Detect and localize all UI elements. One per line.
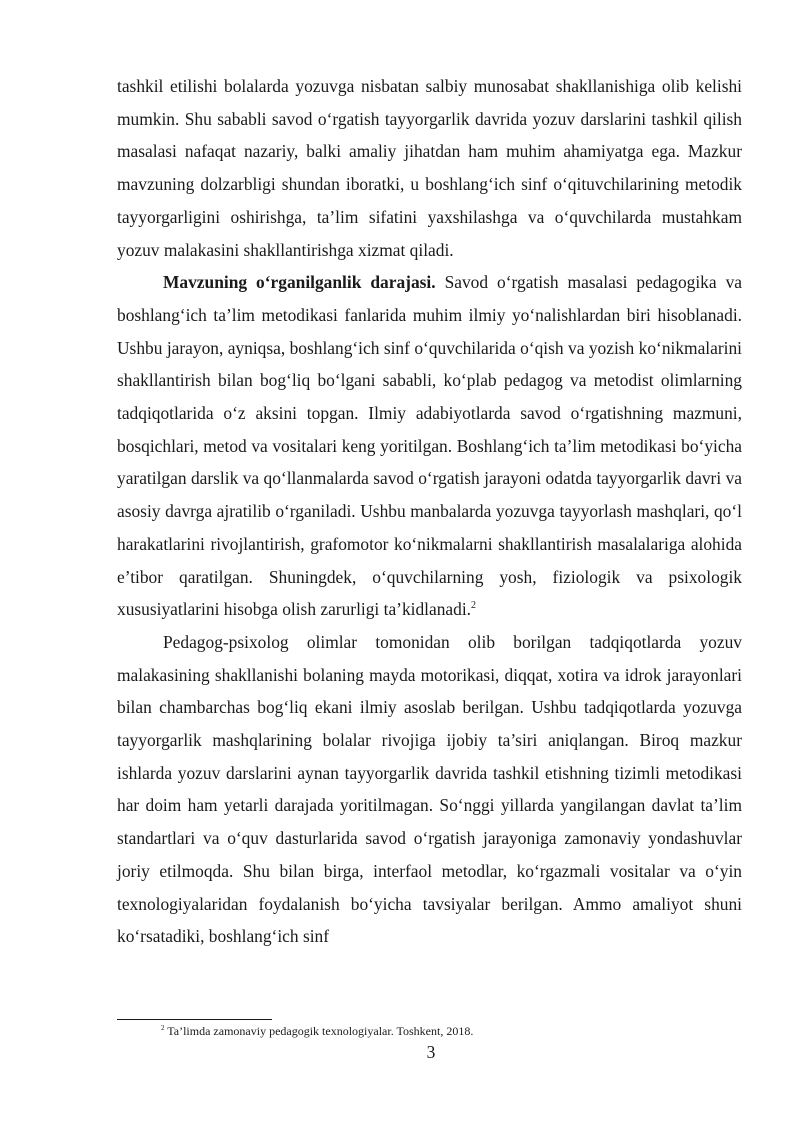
footnote	[161, 1023, 473, 1039]
paragraph-intro-continuation: tashkil etilishi bolalarda yozuvga nisbatan salbiy munosabat shakllanishiga olib kelishi mumkin. Shu sababli savod o‘rgatish tayyorgarlik davrida yozuv darslarini tashkil qilish masalasi nafaqat nazariy, balki amaliy jihatdan ham muhim ahamiyatga ega. Mazkur mavzuning dolzarbligi shundan iboratki, u boshlang‘ich sinf o‘qituvchilarining metodik tayyorgarligini oshirishga, ta’lim sifatini yaxshilashga va o‘quvchilarda mustahkam yozuv malakasini shakllantirishga xizmat qiladi.	[117, 76, 742, 260]
paragraph-study-degree	[117, 266, 742, 626]
paragraph-research: Pedagog-psixolog olimlar tomonidan olib borilgan tadqiqotlarda yozuv malakasining shakllanishi bolaning mayda motorikasi, diqqat, xotira va idrok jarayonlari bilan chambarchas bog‘liq ekani ilmiy asoslab berilgan. Ushbu tadqiqotlarda yozuvga tayyorgarlik mashqlarining bolalar rivojiga ijobiy ta’siri aniqlangan. Biroq mazkur ishlarda yozuv darslarini aynan tayyorgarlik davrida tashkil etishning tizimli metodikasi har doim ham yetarli darajada yoritilmagan. So‘nggi yillarda yangilangan davlat ta’lim standartlari va o‘quv dasturlarida savod o‘rgatish jarayoniga zamonaviy yondashuvlar joriy etilmoqda. Shu bilan birga, interfaol metodlar, ko‘rgazmali vositalar va o‘yin texnologiyalaridan foydalanish bo‘yicha tavsiyalar berilgan. Ammo amaliyot shuni ko‘rsatadiki, boshlang‘ich sinf	[117, 631, 742, 947]
paragraph-text: Savod o‘rgatish masalasi pedagogika va boshlang‘ich ta’lim metodikasi fanlarida muhim ilmiy yo‘nalishlardan biri hisoblanadi. Ushbu jarayon, ayniqsa, boshlang‘ich sinf o‘quvchilarida o‘qish va yozish ko‘nikmalarini shakllantirish bilan bog‘liq bo‘lgani sababli, ko‘plab pedagog va metodist olimlarning tadqiqotlarida o‘z aksini topgan. Ilmiy adabiyotlarda savod o‘rgatishning mazmuni, bosqichlari, metod va vositalari keng yoritilgan. Boshlang‘ich ta’lim metodikasi bo‘yicha yaratilgan darslik va qo‘llanmalarda savod o‘rgatish jarayoni odatda tayyorgarlik davri va asosiy davrga ajratilib o‘rganiladi. Ushbu manbalarda yozuvga tayyorlash mashqlari, qo‘l harakatlarini rivojlantirish, grafomotor ko‘nikmalarni shakllantirish masalalariga alohida e’tibor qaratilgan. Shuningdek, o‘quvchilarning yosh, fiziologik va psixologik xususiyatlarini hisobga olish zarurligi ta’kidlanadi.	[117, 272, 742, 620]
footnote-text: Ta’limda zamonaviy pedagogik texnologiyalar. Toshkent, 2018.	[164, 1024, 474, 1038]
footnote-reference[interactable]: 2	[471, 600, 477, 612]
section-heading: Mavzuning o‘rganilganlik darajasi.	[163, 272, 436, 293]
page-number: 3	[426, 1042, 436, 1062]
body-text	[117, 70, 742, 953]
footnote-mark: 2	[161, 1024, 165, 1032]
footnote-divider	[117, 1019, 272, 1020]
